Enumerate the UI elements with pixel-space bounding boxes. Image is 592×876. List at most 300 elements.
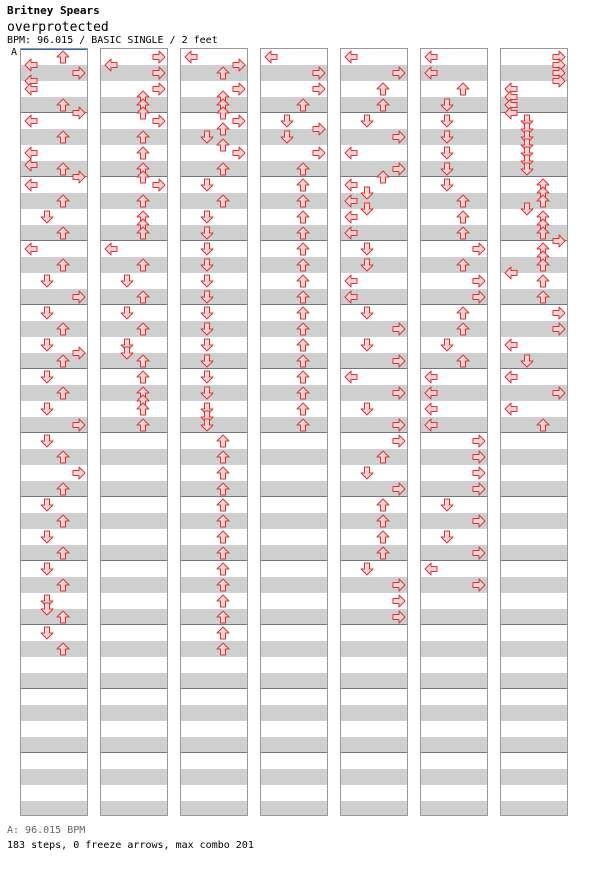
measure-line xyxy=(101,368,167,369)
arrow-right-icon xyxy=(72,170,86,184)
measure-line xyxy=(501,304,567,305)
arrow-up-icon xyxy=(56,578,70,592)
beat-band xyxy=(421,193,487,209)
arrow-down-icon xyxy=(280,114,294,128)
arrow-down-icon xyxy=(520,162,534,176)
beat-band xyxy=(21,449,87,465)
arrow-down-icon xyxy=(200,418,214,432)
beat-band xyxy=(181,577,247,593)
arrow-right-icon xyxy=(312,66,326,80)
arrow-up-icon xyxy=(216,482,230,496)
measure-line xyxy=(101,688,167,689)
beat-band xyxy=(101,385,167,401)
beat-band xyxy=(21,481,87,497)
beat-band xyxy=(261,545,327,561)
beat-band xyxy=(261,737,327,753)
arrow-down-icon xyxy=(200,274,214,288)
arrow-left-icon xyxy=(344,370,358,384)
measure-line xyxy=(501,752,567,753)
arrow-down-icon xyxy=(360,258,374,272)
beat-band xyxy=(21,193,87,209)
beat-band xyxy=(261,449,327,465)
arrow-left-icon xyxy=(24,178,38,192)
measure-line xyxy=(421,176,487,177)
beat-band xyxy=(21,737,87,753)
measure-line xyxy=(341,304,407,305)
arrow-up-icon xyxy=(376,546,390,560)
measure-line xyxy=(21,752,87,753)
arrow-up-icon xyxy=(296,370,310,384)
arrow-up-icon xyxy=(216,434,230,448)
arrow-down-icon xyxy=(200,290,214,304)
measure-line xyxy=(181,240,247,241)
arrow-up-icon xyxy=(296,386,310,400)
arrow-up-icon xyxy=(216,498,230,512)
arrow-up-icon xyxy=(296,402,310,416)
arrow-left-icon xyxy=(504,402,518,416)
arrow-right-icon xyxy=(152,66,166,80)
beat-band xyxy=(501,129,567,145)
arrow-up-icon xyxy=(376,530,390,544)
beat-band xyxy=(421,641,487,657)
beat-band xyxy=(261,289,327,305)
arrow-up-icon xyxy=(56,450,70,464)
arrow-down-icon xyxy=(200,242,214,256)
chart-column xyxy=(20,48,88,816)
measure-line xyxy=(21,496,87,497)
arrow-down-icon xyxy=(40,602,54,616)
beat-band xyxy=(421,129,487,145)
arrow-down-icon xyxy=(360,114,374,128)
arrow-up-icon xyxy=(296,354,310,368)
beat-band xyxy=(501,193,567,209)
arrow-up-icon xyxy=(136,354,150,368)
arrow-down-icon xyxy=(40,338,54,352)
beat-band xyxy=(181,353,247,369)
arrow-up-icon xyxy=(216,514,230,528)
arrow-left-icon xyxy=(504,106,518,120)
measure-line xyxy=(181,112,247,113)
arrow-right-icon xyxy=(392,130,406,144)
arrow-right-icon xyxy=(552,234,566,248)
arrow-down-icon xyxy=(200,338,214,352)
arrow-up-icon xyxy=(216,530,230,544)
arrow-down-icon xyxy=(440,498,454,512)
arrow-right-icon xyxy=(552,74,566,88)
arrow-up-icon xyxy=(136,194,150,208)
arrow-up-icon xyxy=(296,194,310,208)
arrow-right-icon xyxy=(72,418,86,432)
beat-band xyxy=(181,481,247,497)
beat-band xyxy=(181,129,247,145)
arrow-down-icon xyxy=(200,210,214,224)
beat-band xyxy=(501,545,567,561)
beat-band xyxy=(501,705,567,721)
beat-band xyxy=(261,225,327,241)
measure-line xyxy=(341,752,407,753)
arrow-up-icon xyxy=(216,594,230,608)
arrow-right-icon xyxy=(72,106,86,120)
arrow-up-icon xyxy=(136,322,150,336)
arrow-left-icon xyxy=(424,562,438,576)
measure-line xyxy=(261,176,327,177)
arrow-up-icon xyxy=(296,338,310,352)
measure-line xyxy=(341,112,407,113)
beat-band xyxy=(181,97,247,113)
measure-line xyxy=(261,496,327,497)
arrow-left-icon xyxy=(504,338,518,352)
arrow-down-icon xyxy=(360,186,374,200)
arrow-right-icon xyxy=(312,82,326,96)
arrow-up-icon xyxy=(136,258,150,272)
chart-column xyxy=(100,48,168,816)
measure-line xyxy=(261,240,327,241)
arrow-up-icon xyxy=(376,82,390,96)
beat-band xyxy=(341,801,407,816)
arrow-down-icon xyxy=(40,274,54,288)
beat-band xyxy=(421,737,487,753)
beat-band xyxy=(101,641,167,657)
arrow-up-icon xyxy=(216,450,230,464)
chart-column xyxy=(180,48,248,816)
measure-line xyxy=(421,624,487,625)
arrow-up-icon xyxy=(376,170,390,184)
arrow-up-icon xyxy=(216,138,230,152)
arrow-up-icon xyxy=(456,82,470,96)
beat-band xyxy=(501,161,567,177)
arrow-up-icon xyxy=(56,514,70,528)
beat-band xyxy=(101,769,167,785)
arrow-up-icon xyxy=(136,170,150,184)
measure-line xyxy=(101,560,167,561)
arrow-down-icon xyxy=(440,178,454,192)
beat-band xyxy=(501,801,567,816)
beat-band xyxy=(21,801,87,816)
artist-name: Britney Spears xyxy=(7,4,100,17)
arrow-down-icon xyxy=(440,130,454,144)
arrow-right-icon xyxy=(472,546,486,560)
beat-band xyxy=(21,321,87,337)
arrow-right-icon xyxy=(392,162,406,176)
measure-line xyxy=(181,688,247,689)
arrow-down-icon xyxy=(40,370,54,384)
chart-column xyxy=(500,48,568,816)
arrow-right-icon xyxy=(392,594,406,608)
beat-band xyxy=(181,385,247,401)
beat-band xyxy=(101,161,167,177)
arrow-up-icon xyxy=(216,106,230,120)
arrow-down-icon xyxy=(200,130,214,144)
beat-band xyxy=(501,353,567,369)
chart-stats: 183 steps, 0 freeze arrows, max combo 201 xyxy=(7,840,254,851)
arrow-left-icon xyxy=(184,50,198,64)
beat-band xyxy=(21,609,87,625)
measure-line xyxy=(421,368,487,369)
arrow-right-icon xyxy=(472,434,486,448)
arrow-right-icon xyxy=(392,610,406,624)
measure-line xyxy=(21,368,87,369)
beat-band xyxy=(21,641,87,657)
arrow-up-icon xyxy=(56,386,70,400)
arrow-up-icon xyxy=(56,354,70,368)
beat-band xyxy=(421,673,487,689)
beat-band xyxy=(421,353,487,369)
measure-line xyxy=(181,624,247,625)
measure-line xyxy=(501,496,567,497)
arrow-up-icon xyxy=(376,498,390,512)
arrow-up-icon xyxy=(136,146,150,160)
arrow-down-icon xyxy=(200,386,214,400)
arrow-up-icon xyxy=(536,226,550,240)
beat-band xyxy=(501,577,567,593)
arrow-left-icon xyxy=(24,242,38,256)
beat-band xyxy=(421,801,487,816)
arrow-left-icon xyxy=(424,418,438,432)
arrow-up-icon xyxy=(136,130,150,144)
arrow-up-icon xyxy=(56,98,70,112)
measure-line xyxy=(501,432,567,433)
beat-band xyxy=(421,257,487,273)
beat-band xyxy=(341,513,407,529)
arrow-right-icon xyxy=(72,346,86,360)
arrow-left-icon xyxy=(344,290,358,304)
arrow-up-icon xyxy=(216,122,230,136)
beat-band xyxy=(261,193,327,209)
arrow-down-icon xyxy=(40,306,54,320)
arrow-down-icon xyxy=(40,402,54,416)
beat-band xyxy=(101,417,167,433)
arrow-up-icon xyxy=(296,210,310,224)
measure-line xyxy=(341,176,407,177)
beat-band xyxy=(101,673,167,689)
beat-band xyxy=(261,609,327,625)
arrow-left-icon xyxy=(504,370,518,384)
beat-band xyxy=(101,801,167,816)
arrow-up-icon xyxy=(56,162,70,176)
arrow-down-icon xyxy=(440,530,454,544)
arrow-right-icon xyxy=(392,434,406,448)
beat-band xyxy=(261,417,327,433)
beat-band xyxy=(261,673,327,689)
measure-line xyxy=(341,688,407,689)
arrow-right-icon xyxy=(392,322,406,336)
beat-band xyxy=(21,129,87,145)
beat-band xyxy=(341,737,407,753)
arrow-right-icon xyxy=(152,114,166,128)
arrow-down-icon xyxy=(360,562,374,576)
beat-band xyxy=(101,737,167,753)
measure-line xyxy=(341,624,407,625)
beat-band xyxy=(261,161,327,177)
arrow-left-icon xyxy=(24,114,38,128)
arrow-up-icon xyxy=(56,546,70,560)
beat-band xyxy=(21,385,87,401)
arrow-up-icon xyxy=(56,130,70,144)
beat-band xyxy=(341,545,407,561)
arrow-left-icon xyxy=(344,194,358,208)
beat-band xyxy=(261,97,327,113)
beat-band xyxy=(181,161,247,177)
measure-line xyxy=(261,112,327,113)
arrow-up-icon xyxy=(376,98,390,112)
beat-band xyxy=(181,769,247,785)
measure-line xyxy=(421,112,487,113)
beat-band xyxy=(341,769,407,785)
arrow-up-icon xyxy=(296,306,310,320)
arrow-left-icon xyxy=(504,266,518,280)
beat-band xyxy=(261,577,327,593)
beat-band xyxy=(421,97,487,113)
beat-band xyxy=(421,705,487,721)
arrow-up-icon xyxy=(56,50,70,64)
beat-band xyxy=(341,641,407,657)
beat-band xyxy=(261,321,327,337)
arrow-right-icon xyxy=(312,122,326,136)
measure-line xyxy=(421,240,487,241)
arrow-up-icon xyxy=(296,226,310,240)
arrow-down-icon xyxy=(40,562,54,576)
beat-band xyxy=(101,353,167,369)
arrow-right-icon xyxy=(552,386,566,400)
beat-band xyxy=(501,513,567,529)
arrow-up-icon xyxy=(56,642,70,656)
arrow-down-icon xyxy=(200,370,214,384)
measure-line xyxy=(421,496,487,497)
measure-line xyxy=(421,752,487,753)
measure-line xyxy=(501,176,567,177)
beat-band xyxy=(501,641,567,657)
arrow-down-icon xyxy=(520,202,534,216)
beat-band xyxy=(501,449,567,465)
beat-band xyxy=(421,225,487,241)
arrow-right-icon xyxy=(152,50,166,64)
beat-band xyxy=(501,769,567,785)
arrow-up-icon xyxy=(216,466,230,480)
arrow-up-icon xyxy=(456,258,470,272)
arrow-up-icon xyxy=(456,210,470,224)
arrow-up-icon xyxy=(56,194,70,208)
beat-band xyxy=(421,609,487,625)
arrow-up-icon xyxy=(536,290,550,304)
beat-band xyxy=(101,449,167,465)
measure-line xyxy=(21,624,87,625)
arrow-right-icon xyxy=(392,66,406,80)
arrow-right-icon xyxy=(392,418,406,432)
measure-line xyxy=(101,112,167,113)
beat-band xyxy=(181,257,247,273)
arrow-up-icon xyxy=(216,562,230,576)
measure-line xyxy=(181,752,247,753)
arrow-left-icon xyxy=(344,274,358,288)
arrow-left-icon xyxy=(424,370,438,384)
beat-band xyxy=(101,97,167,113)
beat-band xyxy=(501,609,567,625)
beat-band xyxy=(261,481,327,497)
beat-band xyxy=(501,417,567,433)
beat-band xyxy=(341,97,407,113)
arrow-down-icon xyxy=(120,306,134,320)
arrow-right-icon xyxy=(392,482,406,496)
measure-line xyxy=(21,688,87,689)
arrow-right-icon xyxy=(472,274,486,288)
measure-line xyxy=(421,688,487,689)
beat-band xyxy=(181,449,247,465)
beat-band xyxy=(101,513,167,529)
arrow-down-icon xyxy=(440,338,454,352)
arrow-up-icon xyxy=(296,98,310,112)
arrow-down-icon xyxy=(200,354,214,368)
arrow-up-icon xyxy=(376,514,390,528)
beat-band xyxy=(421,321,487,337)
beat-band xyxy=(101,289,167,305)
arrow-right-icon xyxy=(472,242,486,256)
beat-band xyxy=(21,769,87,785)
beat-band xyxy=(21,257,87,273)
measure-line xyxy=(21,432,87,433)
beat-band xyxy=(181,289,247,305)
arrow-left-icon xyxy=(264,50,278,64)
measure-line xyxy=(261,560,327,561)
arrow-down-icon xyxy=(440,114,454,128)
measure-line xyxy=(421,560,487,561)
arrow-up-icon xyxy=(536,194,550,208)
arrow-left-icon xyxy=(424,66,438,80)
arrow-down-icon xyxy=(40,530,54,544)
arrow-up-icon xyxy=(296,322,310,336)
arrow-up-icon xyxy=(216,162,230,176)
beat-band xyxy=(181,193,247,209)
beat-band xyxy=(181,705,247,721)
arrow-right-icon xyxy=(232,58,246,72)
beat-band xyxy=(341,257,407,273)
arrow-left-icon xyxy=(104,242,118,256)
arrow-up-icon xyxy=(56,322,70,336)
measure-line xyxy=(341,560,407,561)
measure-line xyxy=(181,496,247,497)
arrow-up-icon xyxy=(136,402,150,416)
beat-band xyxy=(181,673,247,689)
beat-band xyxy=(261,353,327,369)
arrow-down-icon xyxy=(200,322,214,336)
arrow-up-icon xyxy=(456,194,470,208)
measure-line xyxy=(341,496,407,497)
measure-line xyxy=(261,688,327,689)
arrow-up-icon xyxy=(136,418,150,432)
arrow-right-icon xyxy=(472,514,486,528)
arrow-left-icon xyxy=(24,58,38,72)
arrow-down-icon xyxy=(520,354,534,368)
arrow-up-icon xyxy=(136,370,150,384)
beat-band xyxy=(181,417,247,433)
measure-line xyxy=(181,304,247,305)
arrow-up-icon xyxy=(536,418,550,432)
measure-line xyxy=(181,176,247,177)
arrow-right-icon xyxy=(312,146,326,160)
arrow-right-icon xyxy=(232,146,246,160)
arrow-left-icon xyxy=(344,146,358,160)
measure-line xyxy=(181,368,247,369)
beat-band xyxy=(101,609,167,625)
arrow-down-icon xyxy=(360,306,374,320)
arrow-up-icon xyxy=(296,418,310,432)
beat-band xyxy=(21,513,87,529)
arrow-left-icon xyxy=(344,50,358,64)
beat-band xyxy=(101,193,167,209)
song-title: overprotected xyxy=(7,20,109,35)
beat-band xyxy=(501,673,567,689)
arrow-down-icon xyxy=(440,162,454,176)
beat-band xyxy=(181,545,247,561)
